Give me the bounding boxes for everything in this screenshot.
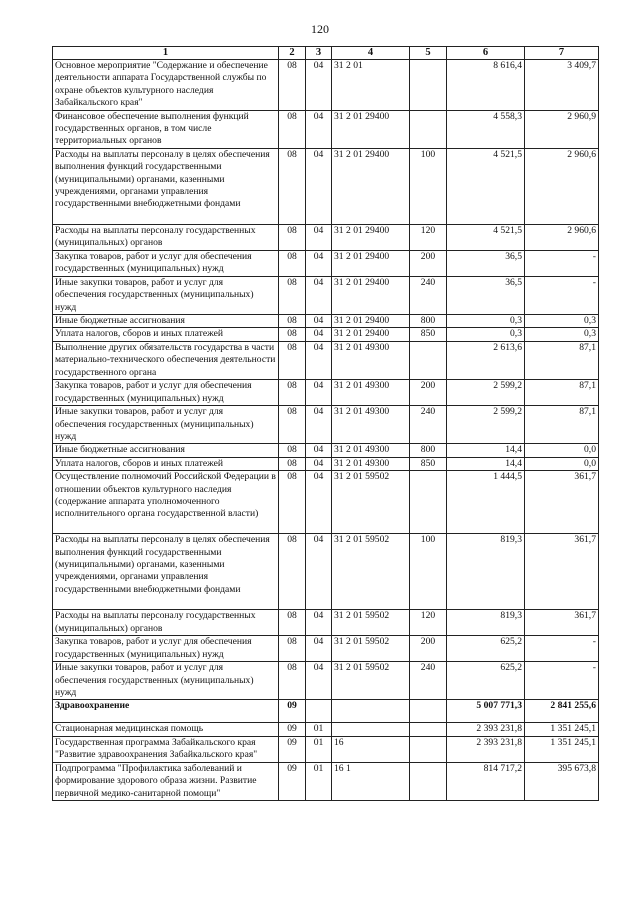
cell-section: 08 [279,224,306,250]
cell-subsection: 04 [306,380,332,406]
cell-plan-amount: 625,2 [447,636,525,662]
cell-section: 08 [279,315,306,328]
table-row [53,736,599,762]
table-row [53,224,599,250]
cell-subsection: 04 [306,406,332,444]
cell-plan-amount: 819,3 [447,534,525,610]
table-row [53,341,599,379]
cell-target-article: 31 2 01 29400 [332,315,410,328]
cell-target-article: 31 2 01 59502 [332,610,410,636]
cell-actual-amount: 361,7 [525,534,599,610]
table-row [53,457,599,470]
cell-expense-type [410,700,447,723]
column-header-4: 4 [332,47,410,60]
cell-name: Государственная программа Забайкальского края "Развитие здравоохранения Забайкальского края" [53,736,279,762]
table-row [53,444,599,457]
cell-plan-amount: 819,3 [447,610,525,636]
cell-name: Расходы на выплаты персоналу в целях обеспечения выполнения функций государственными (муниципальными) органами, казенными учреждениями, органами управления государственными внебюджетными фондами [53,534,279,610]
cell-expense-type: 850 [410,457,447,470]
cell-subsection: 04 [306,636,332,662]
cell-actual-amount: 87,1 [525,380,599,406]
cell-expense-type: 200 [410,250,447,276]
table-row [53,700,599,723]
cell-section: 08 [279,250,306,276]
cell-expense-type: 120 [410,224,447,250]
cell-target-article: 31 2 01 59502 [332,662,410,700]
cell-name: Уплата налогов, сборов и иных платежей [53,328,279,341]
page-number: 120 [311,22,329,36]
cell-name: Здравоохранение [53,700,279,723]
cell-plan-amount: 0,3 [447,328,525,341]
cell-expense-type [410,471,447,534]
cell-plan-amount: 4 558,3 [447,110,525,148]
table-row [53,380,599,406]
cell-plan-amount: 14,4 [447,457,525,470]
cell-name: Иные закупки товаров, работ и услуг для обеспечения государственных (муниципальных) нужд [53,662,279,700]
cell-target-article: 16 1 [332,762,410,800]
cell-actual-amount: 1 351 245,1 [525,736,599,762]
cell-target-article: 31 2 01 29400 [332,148,410,224]
cell-subsection: 04 [306,148,332,224]
cell-target-article [332,700,410,723]
table-row [53,534,599,610]
cell-plan-amount: 0,3 [447,315,525,328]
cell-target-article: 31 2 01 59502 [332,534,410,610]
cell-section: 08 [279,148,306,224]
cell-section: 08 [279,380,306,406]
cell-subsection: 04 [306,250,332,276]
cell-section: 08 [279,534,306,610]
cell-expense-type [410,110,447,148]
cell-expense-type [410,762,447,800]
cell-section: 09 [279,762,306,800]
budget-table [52,46,599,801]
cell-name: Финансовое обеспечение выполнения функций государственных органов, в том числе территориальных органов [53,110,279,148]
cell-section: 08 [279,444,306,457]
cell-subsection: 04 [306,444,332,457]
cell-actual-amount: 361,7 [525,471,599,534]
cell-name: Иные закупки товаров, работ и услуг для обеспечения государственных (муниципальных) нужд [53,276,279,314]
cell-plan-amount: 36,5 [447,276,525,314]
cell-section: 08 [279,110,306,148]
table-row [53,723,599,736]
table-row [53,471,599,534]
cell-expense-type: 240 [410,662,447,700]
cell-subsection: 04 [306,471,332,534]
cell-subsection [306,700,332,723]
column-header-7: 7 [525,47,599,60]
cell-section: 08 [279,406,306,444]
cell-section: 09 [279,723,306,736]
cell-section: 08 [279,636,306,662]
cell-target-article: 31 2 01 49300 [332,341,410,379]
cell-expense-type: 200 [410,636,447,662]
cell-target-article: 31 2 01 49300 [332,457,410,470]
cell-expense-type [410,341,447,379]
cell-section: 08 [279,610,306,636]
cell-subsection: 04 [306,534,332,610]
cell-actual-amount: 0,0 [525,444,599,457]
cell-actual-amount: - [525,636,599,662]
table-row [53,328,599,341]
cell-expense-type [410,60,447,111]
cell-actual-amount: 87,1 [525,406,599,444]
cell-subsection: 01 [306,736,332,762]
cell-expense-type: 800 [410,444,447,457]
cell-name: Уплата налогов, сборов и иных платежей [53,457,279,470]
cell-actual-amount: 2 960,6 [525,148,599,224]
column-header-2: 2 [279,47,306,60]
cell-target-article: 31 2 01 49300 [332,406,410,444]
cell-target-article: 31 2 01 29400 [332,110,410,148]
column-header-6: 6 [447,47,525,60]
cell-plan-amount: 36,5 [447,250,525,276]
cell-target-article: 31 2 01 29400 [332,224,410,250]
cell-name: Закупка товаров, работ и услуг для обеспечения государственных (муниципальных) нужд [53,636,279,662]
cell-actual-amount: - [525,662,599,700]
cell-expense-type [410,736,447,762]
cell-name: Основное мероприятие "Содержание и обеспечение деятельности аппарата Государственной службы по охране объектов культурного наследия Забайкальского края" [53,60,279,111]
cell-name: Иные закупки товаров, работ и услуг для обеспечения государственных (муниципальных) нужд [53,406,279,444]
cell-plan-amount: 1 444,5 [447,471,525,534]
cell-section: 09 [279,700,306,723]
table-row [53,250,599,276]
cell-section: 08 [279,60,306,111]
cell-plan-amount: 2 599,2 [447,406,525,444]
cell-name: Закупка товаров, работ и услуг для обеспечения государственных (муниципальных) нужд [53,250,279,276]
cell-subsection: 04 [306,457,332,470]
cell-plan-amount: 625,2 [447,662,525,700]
cell-actual-amount: 0,0 [525,457,599,470]
cell-expense-type: 120 [410,610,447,636]
cell-plan-amount: 2 613,6 [447,341,525,379]
table-row [53,276,599,314]
cell-target-article: 31 2 01 59502 [332,471,410,534]
cell-section: 09 [279,736,306,762]
cell-target-article: 16 [332,736,410,762]
cell-plan-amount: 4 521,5 [447,148,525,224]
cell-expense-type: 100 [410,534,447,610]
cell-plan-amount: 2 599,2 [447,380,525,406]
cell-name: Иные бюджетные ассигнования [53,444,279,457]
cell-actual-amount: - [525,250,599,276]
cell-subsection: 04 [306,60,332,111]
cell-section: 08 [279,328,306,341]
cell-subsection: 04 [306,224,332,250]
cell-actual-amount: 361,7 [525,610,599,636]
cell-name: Выполнение других обязательств государства в части материально-технического обеспечения деятельности государственного органа [53,341,279,379]
cell-subsection: 04 [306,110,332,148]
cell-target-article: 31 2 01 29400 [332,250,410,276]
table-row [53,610,599,636]
cell-section: 08 [279,662,306,700]
cell-name: Иные бюджетные ассигнования [53,315,279,328]
cell-actual-amount: 1 351 245,1 [525,723,599,736]
cell-name: Расходы на выплаты персоналу государственных (муниципальных) органов [53,224,279,250]
table-row [53,406,599,444]
table-row [53,60,599,111]
cell-plan-amount: 5 007 771,3 [447,700,525,723]
cell-subsection: 01 [306,723,332,736]
cell-target-article: 31 2 01 [332,60,410,111]
cell-subsection: 04 [306,315,332,328]
table-row [53,636,599,662]
cell-section: 08 [279,276,306,314]
cell-plan-amount: 2 393 231,8 [447,723,525,736]
cell-plan-amount: 8 616,4 [447,60,525,111]
table-row [53,315,599,328]
table-row [53,110,599,148]
cell-target-article [332,723,410,736]
cell-subsection: 04 [306,328,332,341]
cell-name: Подпрограмма "Профилактика заболеваний и формирование здорового образа жизни. Развитие первичной медико-санитарной помощи" [53,762,279,800]
cell-section: 08 [279,471,306,534]
cell-target-article: 31 2 01 59502 [332,636,410,662]
cell-target-article: 31 2 01 29400 [332,276,410,314]
cell-actual-amount: 0,3 [525,328,599,341]
cell-subsection: 01 [306,762,332,800]
cell-subsection: 04 [306,610,332,636]
cell-plan-amount: 4 521,5 [447,224,525,250]
cell-actual-amount: 0,3 [525,315,599,328]
table-body [53,60,599,801]
cell-expense-type: 240 [410,406,447,444]
table-header [53,47,599,60]
cell-actual-amount: 395 673,8 [525,762,599,800]
table-row [53,148,599,224]
cell-name: Стационарная медицинская помощь [53,723,279,736]
cell-target-article: 31 2 01 49300 [332,444,410,457]
cell-actual-amount: 2 960,9 [525,110,599,148]
table-row [53,662,599,700]
column-header-3: 3 [306,47,332,60]
cell-actual-amount: - [525,276,599,314]
cell-actual-amount: 2 841 255,6 [525,700,599,723]
cell-actual-amount: 3 409,7 [525,60,599,111]
cell-name: Осуществление полномочий Российской Федерации в отношении объектов культурного наследия (содержание аппарата уполномоченного исполнительного органа государственной власти) [53,471,279,534]
cell-expense-type: 850 [410,328,447,341]
cell-subsection: 04 [306,276,332,314]
cell-section: 08 [279,457,306,470]
table-row [53,762,599,800]
cell-subsection: 04 [306,341,332,379]
cell-target-article: 31 2 01 49300 [332,380,410,406]
cell-actual-amount: 2 960,6 [525,224,599,250]
cell-expense-type [410,723,447,736]
cell-expense-type: 200 [410,380,447,406]
cell-expense-type: 800 [410,315,447,328]
cell-subsection: 04 [306,662,332,700]
cell-name: Расходы на выплаты персоналу в целях обеспечения выполнения функций государственными (муниципальными) органами, казенными учреждениями, органами управления государственными внебюджетными фондами [53,148,279,224]
cell-actual-amount: 87,1 [525,341,599,379]
cell-expense-type: 240 [410,276,447,314]
cell-target-article: 31 2 01 29400 [332,328,410,341]
cell-plan-amount: 814 717,2 [447,762,525,800]
cell-plan-amount: 2 393 231,8 [447,736,525,762]
cell-plan-amount: 14,4 [447,444,525,457]
cell-section: 08 [279,341,306,379]
column-header-1: 1 [53,47,279,60]
cell-expense-type: 100 [410,148,447,224]
cell-name: Закупка товаров, работ и услуг для обеспечения государственных (муниципальных) нужд [53,380,279,406]
cell-name: Расходы на выплаты персоналу государственных (муниципальных) органов [53,610,279,636]
column-header-5: 5 [410,47,447,60]
